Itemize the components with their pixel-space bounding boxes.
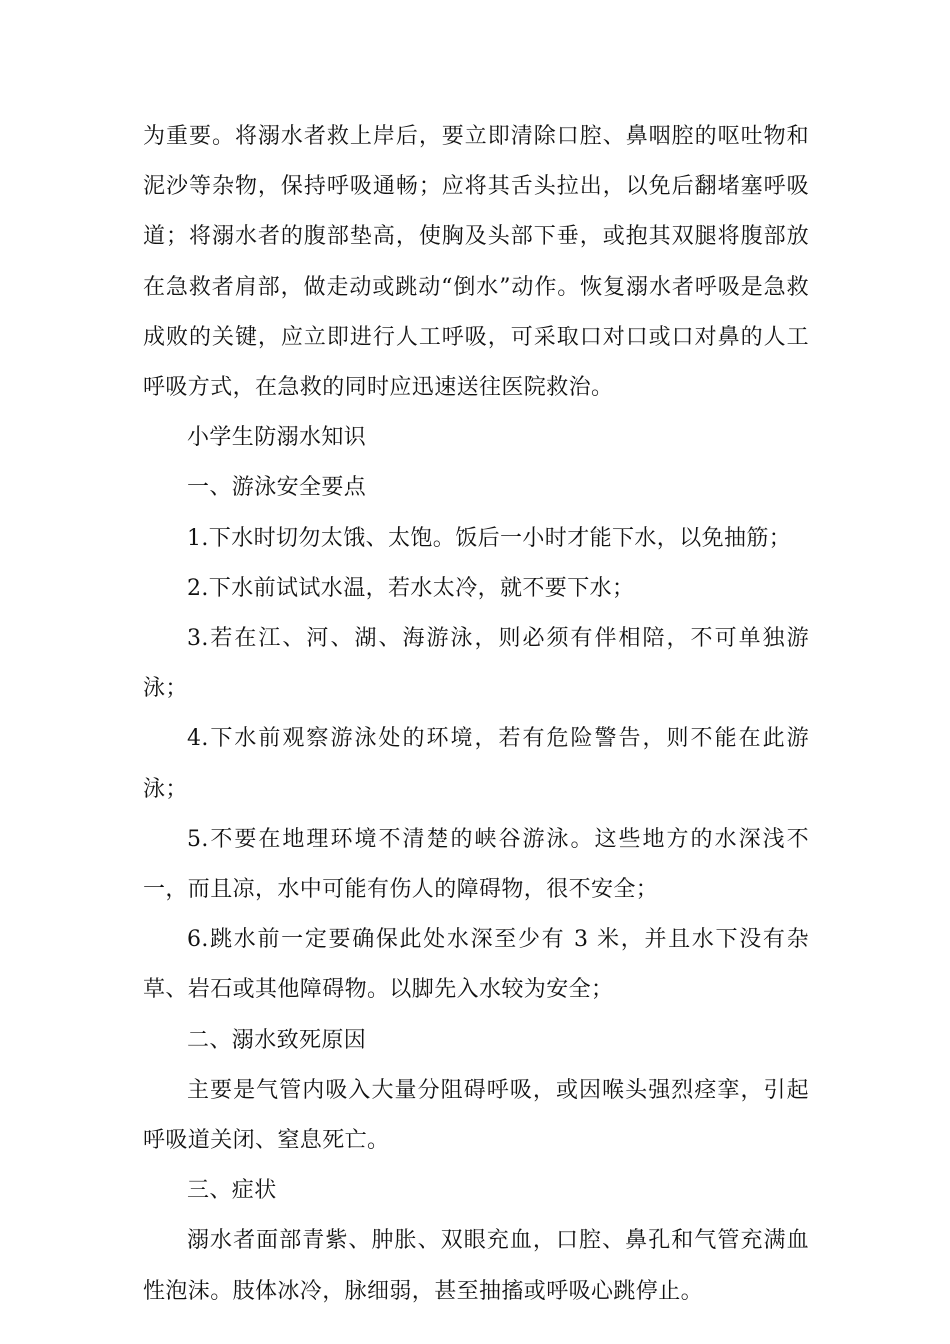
- paragraph-symptoms: 溺水者面部青紫、肿胀、双眼充血，口腔、鼻孔和气管充满血性泡沫。肢体冰冷，脉细弱，甚至抽搐或呼吸心跳停止。: [143, 1228, 809, 1304]
- list-item-4: 4.下水前观察游泳处的环境，若有危险警告，则不能在此游泳；: [143, 726, 809, 802]
- section-title-drowning-knowledge: 小学生防溺水知识: [187, 425, 367, 451]
- list-item-5: 5.不要在地理环境不清楚的峡谷游泳。这些地方的水深浅不一，而且凉，水中可能有伤人的障碍物，很不安全；: [143, 826, 809, 903]
- heading-death-causes: 二、溺水致死原因: [187, 1027, 367, 1053]
- list-item-1: 1.下水时切勿太饿、太饱。饭后一小时才能下水，以免抽筋；: [187, 525, 792, 551]
- list-item-2: 2.下水前试试水温，若水太冷，就不要下水；: [187, 575, 635, 601]
- list-item-3: 3.若在江、河、湖、海游泳，则必须有伴相陪，不可单独游泳；: [143, 626, 809, 702]
- document-body: [143, 112, 809, 1317]
- heading-swim-safety: 一、游泳安全要点: [187, 475, 367, 501]
- heading-symptoms: 三、症状: [187, 1178, 277, 1204]
- list-item-6: 6.跳水前一定要确保此处水深至少有 3 米，并且水下没有杂草、岩石或其他障碍物。以脚先入水较为安全；: [143, 927, 809, 1003]
- paragraph-death-causes: 主要是气管内吸入大量分阻碍呼吸，或因喉头强烈痉挛，引起呼吸道关闭、窒息死亡。: [143, 1077, 809, 1154]
- paragraph-continued-rescue: 为重要。将溺水者救上岸后，要立即清除口腔、鼻咽腔的呕吐物和泥沙等杂物，保持呼吸通畅；应将其舌头拉出，以免后翻堵塞呼吸道；将溺水者的腹部垫高，使胸及头部下垂，或抱其双腿将腹部放在急救者肩部，做走动或跳动“倒水”动作。恢复溺水者呼吸是急救成败的关键，应立即进行人工呼吸，可采取口对口或口对鼻的人工呼吸方式，在急救的同时应迅速送往医院救治。: [143, 124, 809, 401]
